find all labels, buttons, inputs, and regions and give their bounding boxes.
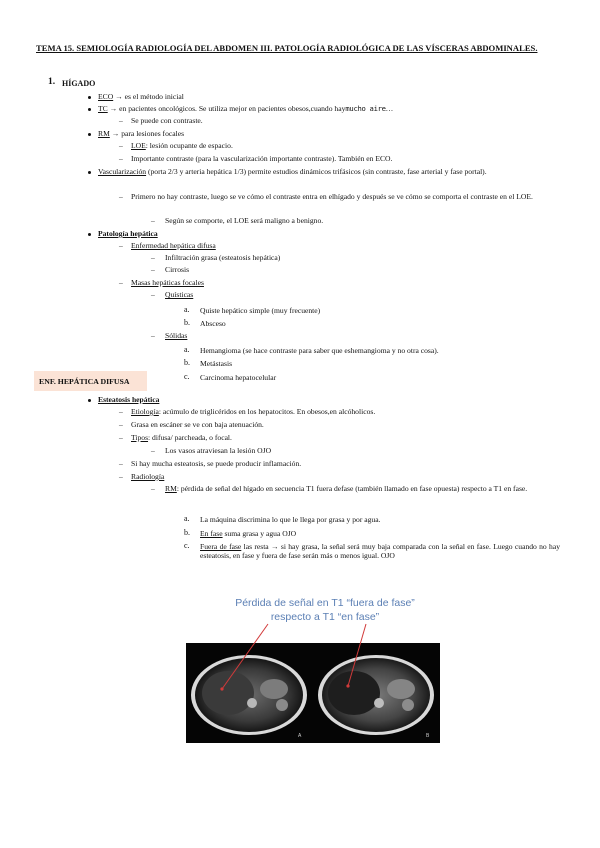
section-heading: HÍGADO (62, 79, 96, 88)
arrow-icon: → (111, 129, 120, 138)
list-item: Hemangioma (se hace contraste para saber que eshemangioma y no otra cosa). (200, 346, 439, 355)
radio-item: Radiología (131, 472, 165, 481)
list-letter: a. (184, 305, 190, 314)
grasa-item: Grasa en escáner se ve con baja atenuación. (131, 420, 264, 429)
tc-term: TC (98, 104, 108, 113)
section-number: 1. (48, 77, 56, 87)
loe-text: : lesión ocupante de espacio. (145, 141, 233, 150)
arrow-icon: → (109, 104, 118, 113)
dash-icon: – (119, 154, 123, 163)
en-fase-term: En fase (200, 529, 223, 538)
page-title: TEMA 15. SEMIOLOGÍA RADIOLOGÍA DEL ABDOMEN III. PATOLOGÍA RADIOLÓGICA DE LAS VÍSCERAS ABDOMINALES. (36, 43, 538, 53)
estea-term: Esteatosis hepática (98, 395, 160, 404)
list-item: Metástasis (200, 359, 233, 368)
contrast-item: Importante contraste (para la vascularización importante contraste). También en ECO. (131, 154, 393, 163)
dash-icon: – (119, 472, 123, 481)
etio-term: Etiología (131, 407, 159, 416)
list-item: Carcinoma hepatocelular (200, 373, 277, 382)
vasc-text: (porta 2/3 y arteria hepática 1/3) permite estudios dinámicos trifásicos (sin contraste, fase arterial y fase portal). (146, 167, 487, 176)
dash-icon: – (119, 459, 123, 468)
list-letter: c. (184, 541, 190, 550)
rm-estea-term: RM (165, 484, 177, 493)
dash-icon: – (151, 484, 155, 493)
tc-sub: Se puede con contraste. (131, 116, 203, 125)
dash-icon: – (119, 278, 123, 287)
pat-difusa: Enfermedad hepática difusa (131, 241, 216, 250)
dash-icon: – (119, 141, 123, 150)
dash-icon: – (119, 116, 123, 125)
rm-estea-text: : pérdida de señal del hígado en secuencia T1 fuera defase (también llamado en fase opuesta) respecto a T1 en fase. (176, 484, 528, 493)
list-item: Absceso (200, 319, 226, 328)
pat-quisticas: Quísticas (165, 290, 194, 299)
dash-icon: – (119, 433, 123, 442)
dash-icon: – (151, 446, 155, 455)
tc-text: en pacientes oncológicos. Se utiliza mejor en pacientes obesos,cuando hay (119, 104, 346, 113)
eco-text: es el método inicial (124, 92, 184, 101)
box-title: ENF. HEPÁTICA DIFUSA (39, 377, 130, 386)
figure-title-line1: Pérdida de señal en T1 “fuera de fase” (235, 597, 415, 609)
arrow-line-a (222, 624, 268, 689)
inflam-item: Si hay mucha esteatosis, se puede producir inflamación. (131, 459, 302, 468)
pat-focales: Masas hepáticas focales (131, 278, 204, 287)
dash-icon: – (119, 420, 123, 429)
en-fase-text: suma grasa y agua OJO (222, 529, 297, 538)
pat-cirrosis: Cirrosis (165, 265, 190, 274)
arrow-icon: → (115, 92, 123, 101)
list-letter: a. (184, 514, 190, 523)
arrow-line-b (348, 624, 366, 686)
pat-solidas: Sólidas (165, 331, 188, 340)
loe-term: LOE (131, 141, 146, 150)
scan-label-a: A (298, 733, 302, 739)
tc-tail: … (385, 104, 394, 113)
scan-label-b: B (426, 733, 430, 739)
dash-icon: – (151, 265, 155, 274)
dash-icon: – (151, 253, 155, 262)
dash-icon: – (151, 290, 155, 299)
list-letter: b. (184, 528, 190, 537)
rm-term: RM (98, 129, 110, 138)
dash-icon: – (119, 407, 123, 416)
dash-icon: – (119, 192, 123, 201)
dash-icon: – (151, 216, 155, 225)
pat-term: Patología hepática (98, 229, 158, 238)
tipos-text: : difusa/ parcheada, o focal. (148, 433, 232, 442)
fuera-fase-text: las resta → si hay grasa, la señal será muy baja comparada con la señal en fase. Luego cuando no hay esteatosis, en fase y fuera de fase serán más o menos igual. OJO (200, 542, 560, 560)
tipos-term: Tipos (131, 433, 149, 442)
eco-term: ECO (98, 92, 114, 101)
list-item: La máquina discrimina lo que le llega por grasa y por agua. (200, 515, 381, 524)
handwritten-note: mucho aire (345, 104, 386, 113)
vasos-item: Los vasos atraviesan la lesión OJO (165, 446, 272, 455)
figure-title-line2: respecto a T1 “en fase” (270, 611, 380, 623)
arrow-dot-a (220, 687, 223, 690)
list-letter: c. (184, 372, 190, 381)
pat-infiltracion: Infiltración grasa (esteatosis hepática) (165, 253, 281, 262)
vasc-sub: Primero no hay contraste, luego se ve cómo el contraste entra en elhígado y después se ve cómo se comporta el contraste en el LOE. (131, 192, 533, 201)
dash-icon: – (151, 331, 155, 340)
rm-text: para lesiones focales (121, 129, 185, 138)
list-item: Quiste hepático simple (muy frecuente) (200, 306, 321, 315)
vasc-subsub: Según se comporte, el LOE será maligno a benigno. (165, 216, 324, 225)
list-letter: a. (184, 345, 190, 354)
etio-text: : acúmulo de triglicéridos en los hepatocitos. En obesos,en alcóholicos. (158, 407, 376, 416)
list-letter: b. (184, 318, 190, 327)
arrow-dot-b (346, 684, 349, 687)
fuera-fase-term: Fuera de fase (200, 542, 242, 551)
dash-icon: – (119, 241, 123, 250)
vasc-term: Vascularización (98, 167, 147, 176)
list-letter: b. (184, 358, 190, 367)
